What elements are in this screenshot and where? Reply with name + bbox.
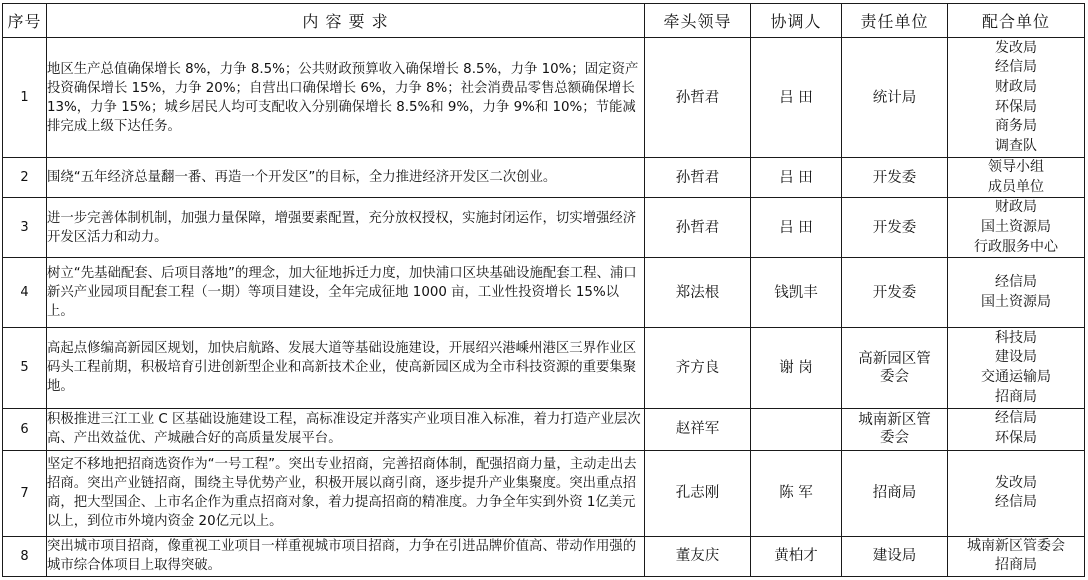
row-cooperating: [948, 408, 1085, 450]
cooperating-unit: 科技局: [995, 329, 1037, 346]
cooperating-unit: 招商局: [995, 388, 1037, 405]
task-table: [2, 3, 1085, 577]
table-header: [3, 4, 1085, 38]
cooperating-unit: 经信局: [995, 274, 1037, 291]
header-row: [3, 4, 1085, 38]
cooperating-unit: 经信局: [995, 494, 1037, 511]
cooperating-unit: 调查队: [995, 137, 1037, 154]
row-lead: 孙哲君: [645, 198, 751, 258]
responsible-unit: 招商局: [872, 485, 917, 502]
cooperating-unit: 经信局: [995, 410, 1037, 427]
cooperating-unit: 经信局: [995, 59, 1037, 76]
row-lead: 赵祥军: [645, 408, 751, 450]
row-cooperating: [948, 328, 1085, 408]
row-responsible: [842, 158, 948, 198]
row-content: 树立“先基础配套、后项目落地”的理念，加大征地拆迁力度，加快浦口区块基础设施配套工程、浦口新兴产业园项目配套工程（一期）等项目建设，全年完成征地 1000 亩，工业性投资增长 15%以上。: [47, 258, 645, 328]
row-content: 突出城市项目招商，像重视工业项目一样重视城市项目招商，力争在引进品牌价值高、带动作用强的城市综合体项目上取得突破。: [47, 536, 645, 576]
row-seq: 2: [3, 158, 47, 198]
table-body: [3, 38, 1085, 577]
cooperating-unit: 交通运输局: [981, 368, 1051, 385]
row-responsible: [842, 258, 948, 328]
row-responsible: [842, 536, 948, 576]
cooperating-unit: 财政局: [995, 199, 1037, 216]
cooperating-unit: 商务局: [995, 118, 1037, 135]
row-seq: 5: [3, 328, 47, 408]
row-seq: 1: [3, 38, 47, 158]
cooperating-unit: 建设局: [995, 349, 1037, 366]
row-responsible: [842, 38, 948, 158]
cooperating-unit: 国土资源局: [981, 219, 1051, 236]
row-cooperating: [948, 38, 1085, 158]
row-content: 积极推进三江工业 C 区基础设施建设工程，高标准设定并落实产业项目准入标准，着力打造产业层次高、产出效益优、产城融合好的高质量发展平台。: [47, 408, 645, 450]
cooperating-unit: 发改局: [995, 39, 1037, 56]
header-cooperating: 配合单位: [948, 4, 1085, 38]
cooperating-unit: 招商局: [995, 557, 1037, 574]
row-content: 高起点修编高新园区规划，加快启航路、发展大道等基础设施建设，开展绍兴港嵊州港区三界作业区码头工程前期，积极培育引进创新型企业和高新技术企业，使高新园区成为全市科技资源的重要集聚地。: [47, 328, 645, 408]
row-lead: 孙哲君: [645, 158, 751, 198]
responsible-unit: 高新园区管委会: [858, 350, 931, 385]
row-responsible: [842, 198, 948, 258]
header-seq: 序号: [3, 4, 47, 38]
responsible-unit: 统计局: [872, 89, 917, 106]
table-row: [3, 258, 1085, 328]
cooperating-unit: 环保局: [995, 430, 1037, 447]
responsible-unit: 城南新区管委会: [858, 412, 931, 447]
row-coordinator: 陈 军: [751, 450, 842, 536]
row-coordinator: 吕 田: [751, 158, 842, 198]
row-responsible: [842, 408, 948, 450]
cooperating-unit: 发改局: [995, 474, 1037, 491]
row-coordinator: 吕 田: [751, 198, 842, 258]
cooperating-unit: 城南新区管委会: [967, 537, 1065, 554]
header-lead: 牵头领导: [645, 4, 751, 38]
row-responsible: [842, 328, 948, 408]
cooperating-unit: 成员单位: [988, 178, 1044, 195]
cooperating-unit: 领导小组: [988, 159, 1044, 176]
responsible-unit: 开发委: [872, 169, 917, 186]
row-cooperating: [948, 158, 1085, 198]
table-row: [3, 198, 1085, 258]
row-responsible: [842, 450, 948, 536]
row-coordinator: 钱凯丰: [751, 258, 842, 328]
header-responsible: 责任单位: [842, 4, 948, 38]
row-content: 进一步完善体制机制，加强力量保障，增强要素配置，充分放权授权，实施封闭运作，切实增强经济开发区活力和动力。: [47, 198, 645, 258]
cooperating-unit: 财政局: [995, 79, 1037, 95]
row-seq: 6: [3, 408, 47, 450]
responsible-unit: 建设局: [872, 548, 917, 565]
cooperating-unit: 国土资源局: [981, 293, 1051, 310]
responsible-unit: 开发委: [872, 219, 917, 236]
row-content: 地区生产总值确保增长 8%，力争 8.5%；公共财政预算收入确保增长 8.5%，力争 10%；固定资产投资确保增长 15%，力争 20%；自营出口确保增长 6%，力争 8%；社会消费品零售总额确保增长 13%，力争 15%；城乡居民人均可支配收入分别确保增长 8.5%和 9%，力争 9%和 10%；节能减排完成上级下达任务。: [47, 38, 645, 158]
row-lead: 孔志刚: [645, 450, 751, 536]
row-cooperating: [948, 198, 1085, 258]
header-content: 内 容 要 求: [47, 4, 645, 38]
row-lead: 董友庆: [645, 536, 751, 576]
cooperating-unit: 环保局: [995, 98, 1037, 115]
table-row: [3, 158, 1085, 198]
row-coordinator: 黄柏才: [751, 536, 842, 576]
row-coordinator: 谢 岗: [751, 328, 842, 408]
row-cooperating: [948, 536, 1085, 576]
table-row: [3, 408, 1085, 450]
row-seq: 3: [3, 198, 47, 258]
row-content: 围绕“五年经济总量翻一番、再造一个开发区”的目标，全力推进经济开发区二次创业。: [47, 158, 645, 198]
header-coordinator: 协调人: [751, 4, 842, 38]
row-coordinator: [751, 408, 842, 450]
table-row: [3, 536, 1085, 576]
row-seq: 8: [3, 536, 47, 576]
row-content: 坚定不移地把招商选资作为“一号工程”。突出专业招商，完善招商体制，配强招商力量，主动走出去招商。突出产业链招商，围绕主导优势产业，积极开展以商引商，逐步提升产业集聚度。突出重点招商，把大型国企、上市名企作为重点招商对象，着力提高招商的精准度。力争全年实到外资 1亿美元以上，到位市外境内资金 20亿元以上。: [47, 450, 645, 536]
row-seq: 7: [3, 450, 47, 536]
row-seq: 4: [3, 258, 47, 328]
table-row: [3, 38, 1085, 158]
row-lead: 孙哲君: [645, 38, 751, 158]
row-lead: 郑法根: [645, 258, 751, 328]
row-coordinator: 吕 田: [751, 38, 842, 158]
cooperating-unit: 行政服务中心: [974, 238, 1058, 255]
table-row: [3, 328, 1085, 408]
row-lead: 齐方良: [645, 328, 751, 408]
row-cooperating: [948, 450, 1085, 536]
table-row: [3, 450, 1085, 536]
row-cooperating: [948, 258, 1085, 328]
responsible-unit: 开发委: [872, 284, 917, 301]
